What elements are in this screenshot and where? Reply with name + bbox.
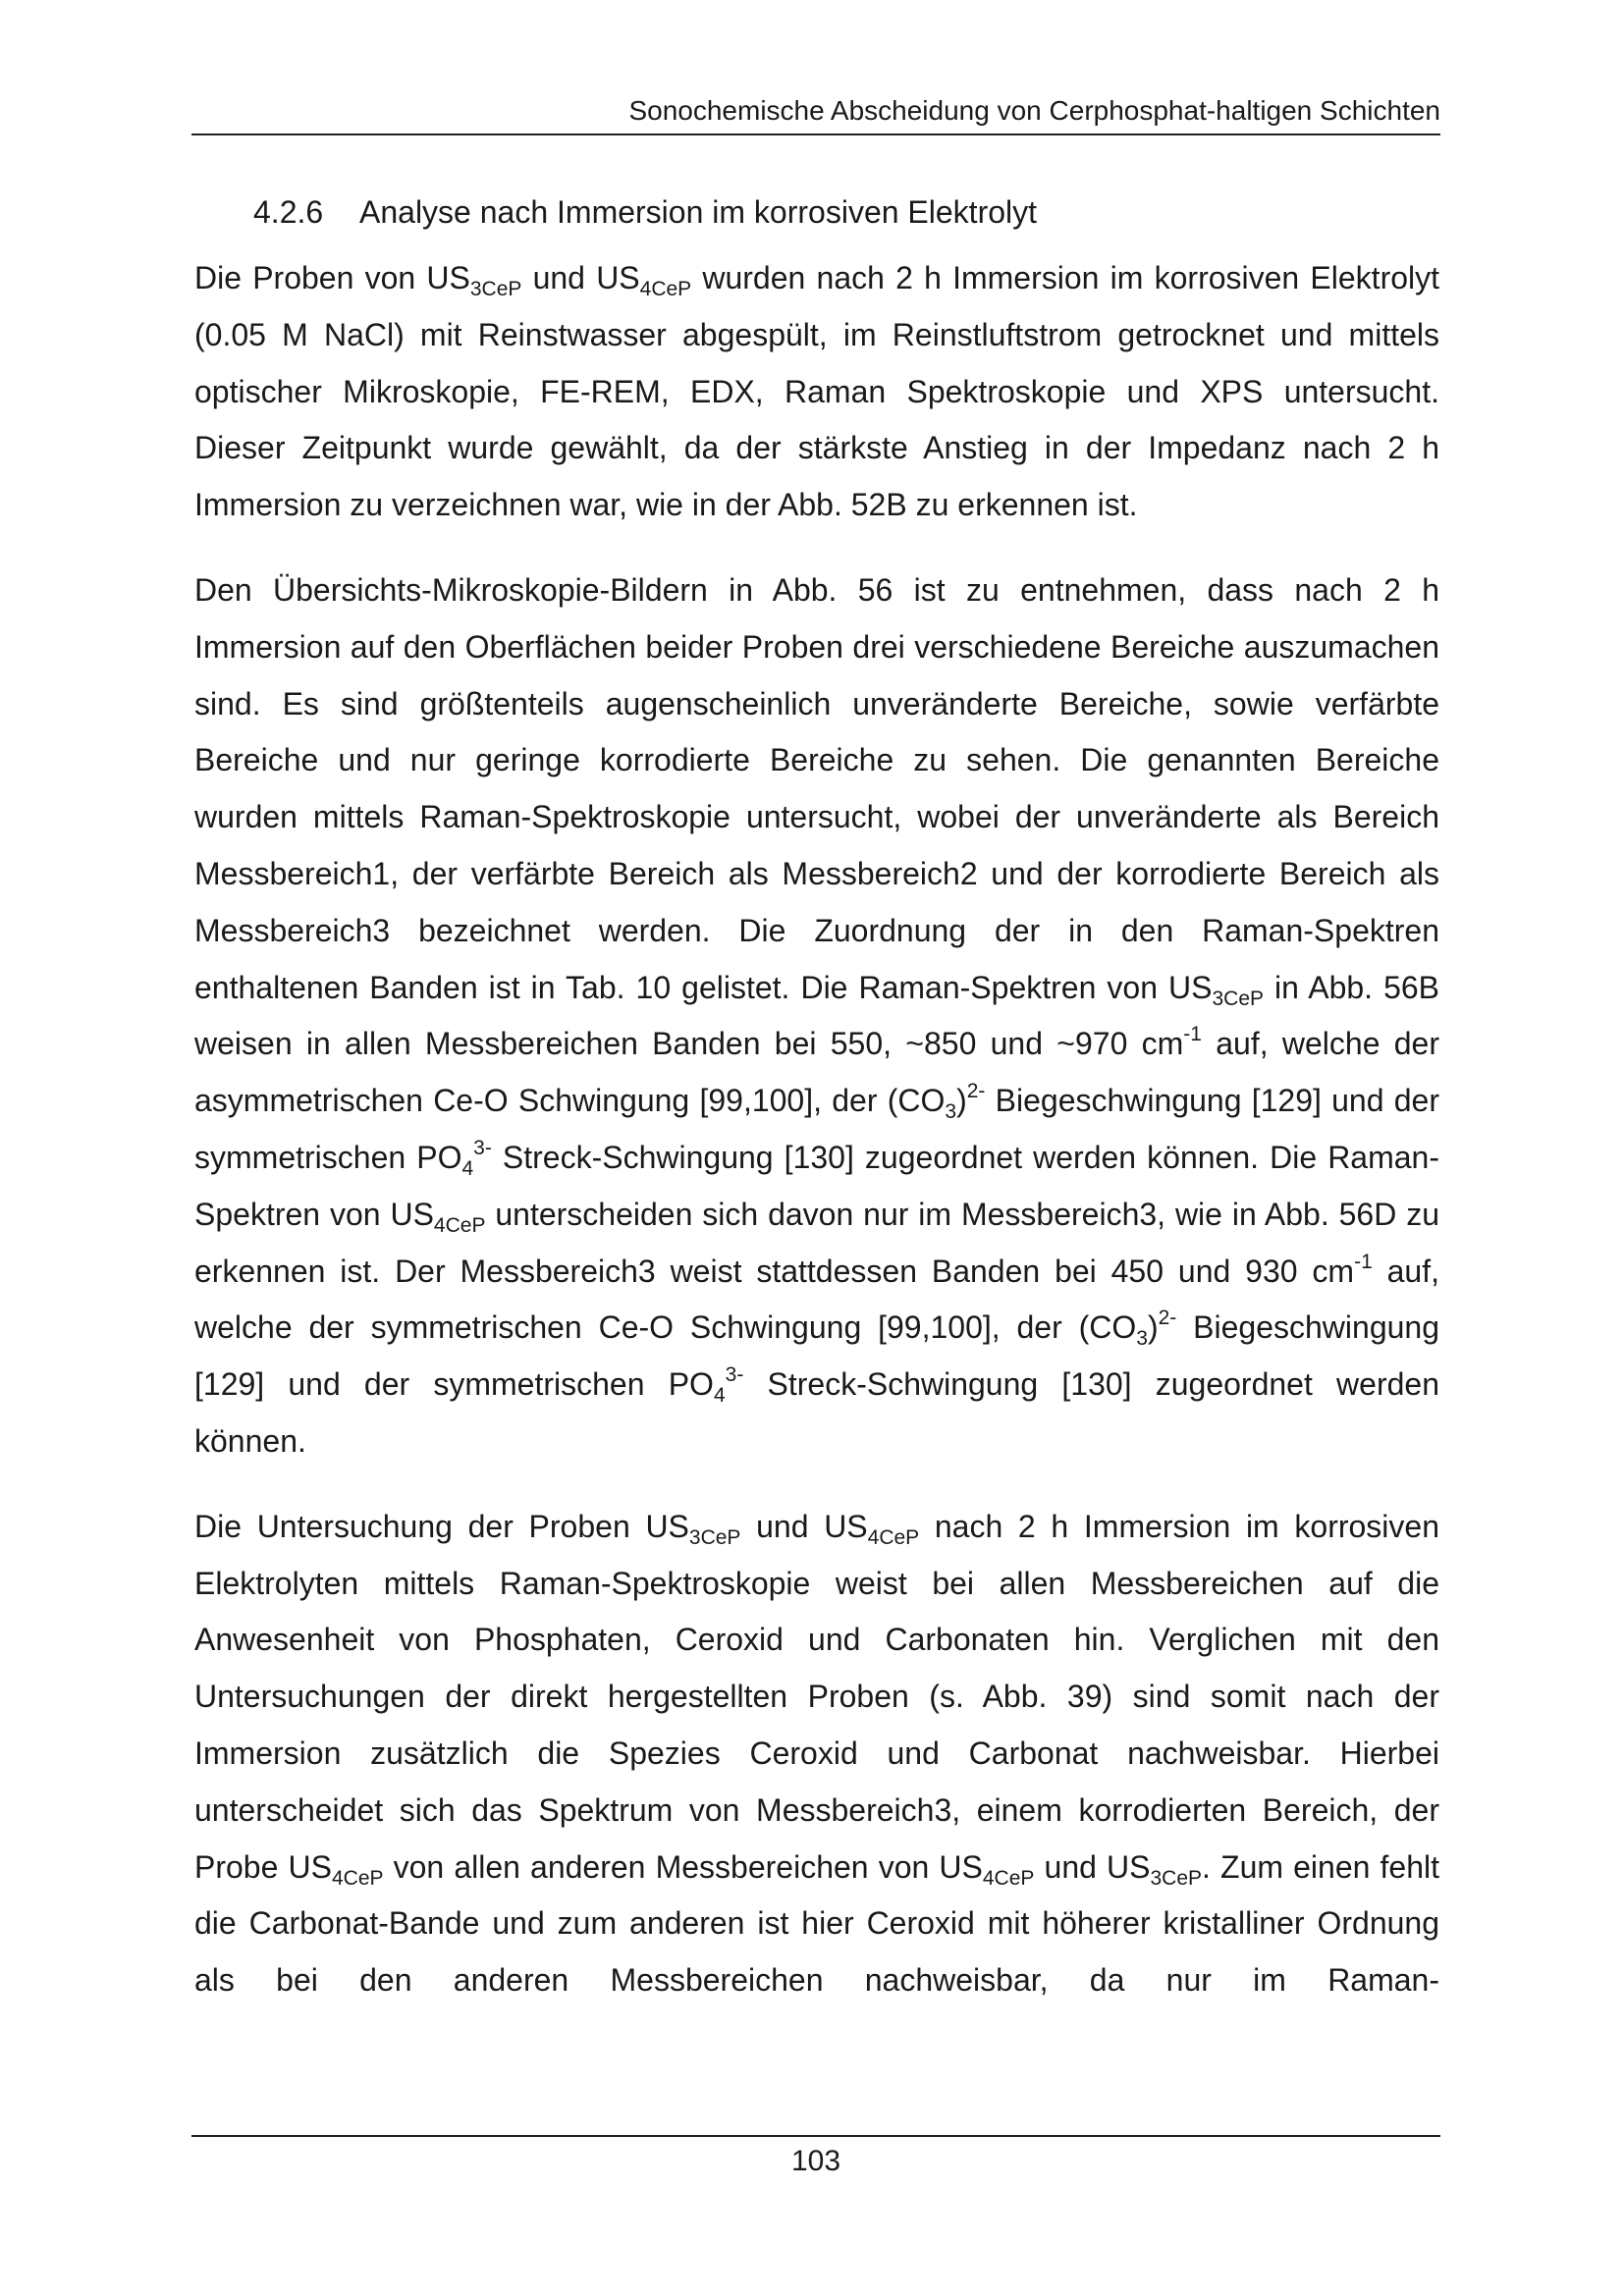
text-run: und — [740, 1508, 825, 1544]
superscript-2-minus: 2- — [1158, 1307, 1177, 1330]
superscript-2-minus: 2- — [966, 1080, 986, 1103]
page-number: 103 — [790, 2145, 841, 2177]
text-run: und — [1034, 1848, 1108, 1885]
text-run: ) — [1147, 1309, 1159, 1346]
text-run: Den Übersichts-Mikroskopie-Bildern in Abb. 56 ist zu entnehmen, dass nach 2 h Immersion auf den Oberflächen beider Proben drei verschiedene Bereiche auszumachen sind. Es sind größtenteils augenscheinlich unveränderte Bereiche, sowie verfärbte Bereiche und nur geringe korrodierte Bereiche zu sehen. Die genannten Bereiche wurden mittels Raman-Spektroskopie untersucht, wobei der unveränderte als Bereich Messbereich1, der verfärbte Bereich als Messbereich2 und der korrodierte Bereich als Messbereich3 bezeichnet werden. Die Zuordnung der in den Raman-Spektren enthaltenen Banden ist in Tab. 10 gelistet. Die Raman-Spektren von — [194, 571, 1439, 1005]
chem-us4cep: $US_{4CeP}$ — [596, 260, 692, 300]
superscript-minus-1: -1 — [1354, 1250, 1373, 1273]
text-run: in Abb. 56B weisen in allen Messbereichen Banden bei 550, ~850 und ~970 cm — [194, 969, 1440, 1062]
text-run: Streck-Schwingung [130] zugeordnet werden können. Die Raman-Spektren von — [194, 1139, 1440, 1232]
paragraph-2 — [194, 562, 1439, 1470]
chem-us4cep: $US_{4CeP}$ — [390, 1196, 486, 1237]
text-run: auf, welche der asymmetrischen Ce-O Schwingung [99,100], der (CO — [194, 1026, 1440, 1119]
superscript-3-minus: 3- — [473, 1136, 492, 1159]
text-run: Streck-Schwingung [130] zugeordnet werden können. — [194, 1366, 1440, 1459]
text-run: ) — [956, 1083, 967, 1119]
subscript-3: 3 — [945, 1100, 957, 1124]
chem-us4cep: $US_{4CeP}$ — [288, 1848, 384, 1890]
section-heading — [253, 192, 1037, 232]
chem-us3cep: $US_{3CeP}$ — [645, 1508, 741, 1549]
section-title: Analyse nach Immersion im korrosiven Elektrolyt — [359, 194, 1038, 230]
text-run: und — [521, 260, 597, 295]
text-run: Biegeschwingung [129] und der symmetrischen PO — [194, 1083, 1439, 1175]
subscript-4: 4 — [713, 1384, 726, 1408]
section-number: 4.2.6 — [253, 194, 324, 230]
text-run: nach 2 h Immersion im korrosiven Elektrolyten mittels Raman-Spektroskopie weist bei allen Messbereichen auf die Anwesenheit von Phosphaten, Ceroxid und Carbonaten hin. Verglichen mit den Untersuchungen der direkt hergestellten Proben (s. Abb. 39) sind somit nach der Immersion zusätzlich die Spezies Ceroxid und Carbonat nachweisbar. Hierbei unterscheidet sich das Spektrum von Messbereich3, einem korrodierten Bereich, der Probe — [194, 1508, 1440, 1885]
paragraph-1 — [194, 250, 1439, 534]
subscript-4: 4 — [461, 1156, 474, 1180]
header-rule — [191, 133, 1440, 135]
paragraph-3 — [194, 1499, 1439, 2009]
footer-rule — [191, 2135, 1440, 2137]
chem-us3cep: $US_{3CeP}$ — [426, 260, 522, 300]
chem-us4cep: $US_{4CeP}$ — [939, 1848, 1035, 1890]
text-run: . Zum einen fehlt die Carbonat-Bande und zum anderen ist hier Ceroxid mit höherer kristalliner Ordnung als bei den anderen Messbereichen nachweisbar, da nur im Raman- — [194, 1848, 1440, 1999]
running-header: Sonochemische Abscheidung von Cerphosphat-haltigen Schichten — [628, 95, 1440, 126]
text-run: Die Proben von — [194, 260, 427, 295]
subscript-3: 3 — [1136, 1327, 1148, 1351]
text-run: unterscheiden sich davon nur im Messbereich3, wie in Abb. 56D zu erkennen ist. Der Messbereich3 weist stattdessen Banden bei 450 und 930 cm — [194, 1196, 1440, 1289]
superscript-minus-1: -1 — [1183, 1023, 1202, 1046]
chem-us3cep: $US_{3CeP}$ — [1168, 969, 1265, 1010]
text-run: wurden nach 2 h Immersion im korrosiven Elektrolyt (0.05 M NaCl) mit Reinstwasser abgespült, im Reinstluftstrom getrocknet und mittels optischer Mikroskopie, FE-REM, EDX, Raman Spektroskopie und XPS untersucht. Dieser Zeitpunkt wurde gewählt, da der stärkste Anstieg in der Impedanz nach 2 h Immersion zu verzeichnen war, wie in der Abb. 52B zu erkennen ist. — [194, 260, 1440, 523]
text-run: auf, welche der symmetrischen Ce-O Schwingung [99,100], der (CO — [194, 1253, 1440, 1346]
text-run: von allen anderen Messbereichen von — [383, 1848, 940, 1885]
body-text — [194, 250, 1439, 2009]
chem-us3cep: $US_{3CeP}$ — [1107, 1848, 1203, 1890]
text-run: Biegeschwingung [129] und der symmetrischen PO — [194, 1309, 1440, 1403]
superscript-3-minus: 3- — [725, 1363, 744, 1387]
text-run: Die Untersuchung der Proben — [194, 1508, 646, 1544]
chem-us4cep: $US_{4CeP}$ — [824, 1508, 920, 1549]
